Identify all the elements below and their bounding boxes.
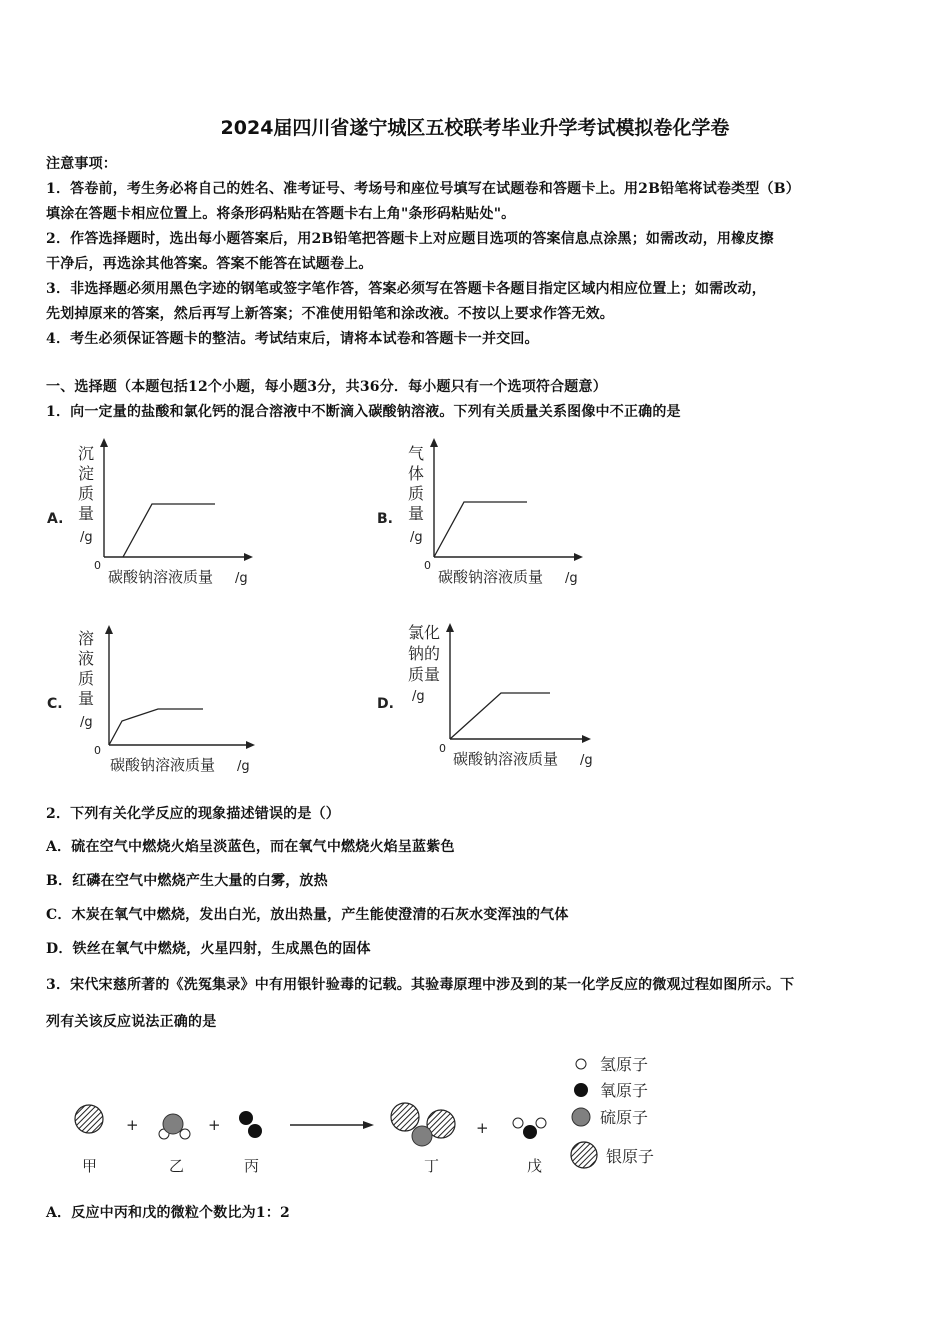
hydrogen-atom-icon: [180, 1129, 190, 1139]
y-label-char: 质: [78, 484, 95, 503]
species-label-jia: 甲: [82, 1157, 98, 1175]
reaction-arrowhead: [363, 1121, 374, 1129]
legend-silver: 银原子: [606, 1147, 655, 1166]
oxygen-atom-icon: [239, 1111, 253, 1125]
notice-line: 3．非选择题必须用黑色字迹的钢笔或签字笔作答，答案必须写在答题卡各题目指定区域内相应位置上；如需改动，: [46, 281, 766, 297]
y-label-char: 质量: [408, 665, 441, 684]
q2-option-a: A．硫在空气中燃烧火焰呈淡蓝色，而在氧气中燃烧火焰呈蓝紫色: [46, 839, 455, 855]
notice-line: 干净后，再选涂其他答案。答案不能答在试题卷上。: [46, 256, 373, 272]
reaction-diagram: [60, 1045, 680, 1185]
curve: [450, 693, 550, 739]
graph-b: [370, 435, 610, 595]
y-label-char: 量: [78, 504, 95, 523]
notice-line: 先划掉原来的答案，然后再写上新答案；不准使用铅笔和涂改液。不按以上要求作答无效。: [46, 306, 614, 322]
oxygen-atom-icon: [574, 1083, 588, 1097]
question-3-stem: 3．宋代宋慈所著的《洗冤集录》中有用银针验毒的记载。其验毒原理中涉及到的某一化学反应的微观过程如图所示。下: [46, 977, 795, 993]
y-label-char: 量: [408, 504, 425, 523]
graph-c: [40, 620, 280, 780]
y-label-char: 体: [408, 464, 425, 483]
y-label-char: 质: [408, 484, 425, 503]
oxygen-atom-icon: [523, 1125, 537, 1139]
y-label-char: 钠的: [408, 644, 441, 663]
notice-line: 填涂在答题卡相应位置上。将条形码粘贴在答题卡右上角"条形码粘贴处"。: [46, 206, 516, 222]
silver-atom-icon: [75, 1105, 103, 1133]
silver-atom-icon: [571, 1142, 597, 1168]
q2-option-b: B．红磷在空气中燃烧产生大量的白雾，放热: [46, 873, 328, 889]
question-1-stem: 1．向一定量的盐酸和氯化钙的混合溶液中不断滴入碳酸钠溶液。下列有关质量关系图像中不正确的是: [46, 404, 681, 420]
sulfur-atom-icon: [163, 1114, 183, 1134]
legend-sulfur: 硫原子: [600, 1108, 649, 1127]
legend-hydrogen: 氢原子: [600, 1055, 649, 1074]
y-unit: /g: [412, 689, 425, 704]
y-axis-arrow: [100, 438, 108, 447]
y-label-char: 沉: [78, 444, 95, 463]
x-axis-arrow: [246, 741, 255, 749]
notice-line: 4．考生必须保证答题卡的整洁。考试结束后，请将本试卷和答题卡一并交回。: [46, 331, 539, 347]
x-unit: /g: [565, 571, 578, 586]
x-label: 碳酸钠溶液质量: [108, 568, 214, 586]
x-unit: /g: [580, 753, 593, 768]
y-unit: /g: [80, 530, 93, 545]
legend-oxygen: 氧原子: [600, 1081, 649, 1100]
y-axis-arrow: [446, 623, 454, 632]
hydrogen-atom-icon: [513, 1118, 523, 1128]
y-label-char: 质: [78, 669, 95, 688]
curve: [434, 502, 527, 557]
y-unit: /g: [80, 715, 93, 730]
y-axis-arrow: [105, 625, 113, 634]
notice-heading: 注意事项：: [46, 156, 117, 172]
question-3-stem-cont: 列有关该反应说法正确的是: [46, 1014, 217, 1030]
species-label-bing: 丙: [244, 1157, 260, 1175]
plus-sign: +: [208, 1116, 221, 1134]
plus-sign: +: [476, 1119, 489, 1137]
x-axis-arrow: [244, 553, 253, 561]
option-b-letter: B.: [377, 511, 393, 527]
origin-label: 0: [94, 744, 101, 757]
sulfur-atom-icon: [572, 1108, 590, 1126]
y-label-char: 淀: [78, 464, 95, 483]
x-axis-arrow: [574, 553, 583, 561]
plus-sign: +: [126, 1116, 139, 1134]
curve: [123, 504, 215, 557]
origin-label: 0: [94, 559, 101, 572]
x-label: 碳酸钠溶液质量: [453, 750, 559, 768]
y-axis-arrow: [430, 438, 438, 447]
species-label-yi: 乙: [169, 1157, 185, 1175]
origin-label: 0: [424, 559, 431, 572]
oxygen-atom-icon: [248, 1124, 262, 1138]
graph-d: [370, 618, 620, 778]
section-heading: 一、选择题（本题包括12个小题，每小题3分，共36分．每小题只有一个选项符合题意）: [46, 379, 607, 395]
notice-line: 2．作答选择题时，选出每小题答案后，用2B铅笔把答题卡上对应题目选项的答案信息点涂黑；如需改动，用橡皮擦: [46, 231, 774, 247]
silver-atom-icon: [391, 1103, 419, 1131]
option-c-letter: C.: [47, 696, 63, 712]
y-label-char: 氯化: [408, 623, 441, 642]
y-label-char: 溶: [78, 629, 95, 648]
y-label-char: 气: [408, 444, 425, 463]
hydrogen-atom-icon: [576, 1059, 586, 1069]
q2-option-d: D．铁丝在氧气中燃烧，火星四射，生成黑色的固体: [46, 941, 371, 957]
curve: [109, 709, 203, 745]
question-2-stem: 2．下列有关化学反应的现象描述错误的是（）: [46, 806, 340, 822]
y-label-char: 液: [78, 649, 95, 668]
graph-a: [40, 435, 280, 595]
q3-option-a: A．反应中丙和戊的微粒个数比为1：2: [46, 1205, 290, 1221]
x-axis-arrow: [582, 735, 591, 743]
hydrogen-atom-icon: [536, 1118, 546, 1128]
option-a-letter: A.: [47, 511, 64, 527]
q2-option-c: C．木炭在氧气中燃烧，发出白光，放出热量，产生能使澄清的石灰水变浑浊的气体: [46, 907, 569, 923]
y-label-char: 量: [78, 689, 95, 708]
x-label: 碳酸钠溶液质量: [438, 568, 544, 586]
species-label-wu: 戊: [527, 1157, 543, 1175]
origin-label: 0: [439, 742, 446, 755]
x-label: 碳酸钠溶液质量: [110, 756, 216, 774]
x-unit: /g: [235, 571, 248, 586]
option-d-letter: D.: [377, 696, 394, 712]
species-label-ding: 丁: [424, 1157, 440, 1175]
notice-line: 1．答卷前，考生务必将自己的姓名、准考证号、考场号和座位号填写在试题卷和答题卡上。用2B铅笔将试卷类型（B）: [46, 181, 800, 197]
x-unit: /g: [237, 759, 250, 774]
sulfur-atom-icon: [412, 1126, 432, 1146]
page-title: 2024届四川省遂宁城区五校联考毕业升学考试模拟卷化学卷: [220, 117, 730, 139]
y-unit: /g: [410, 530, 423, 545]
